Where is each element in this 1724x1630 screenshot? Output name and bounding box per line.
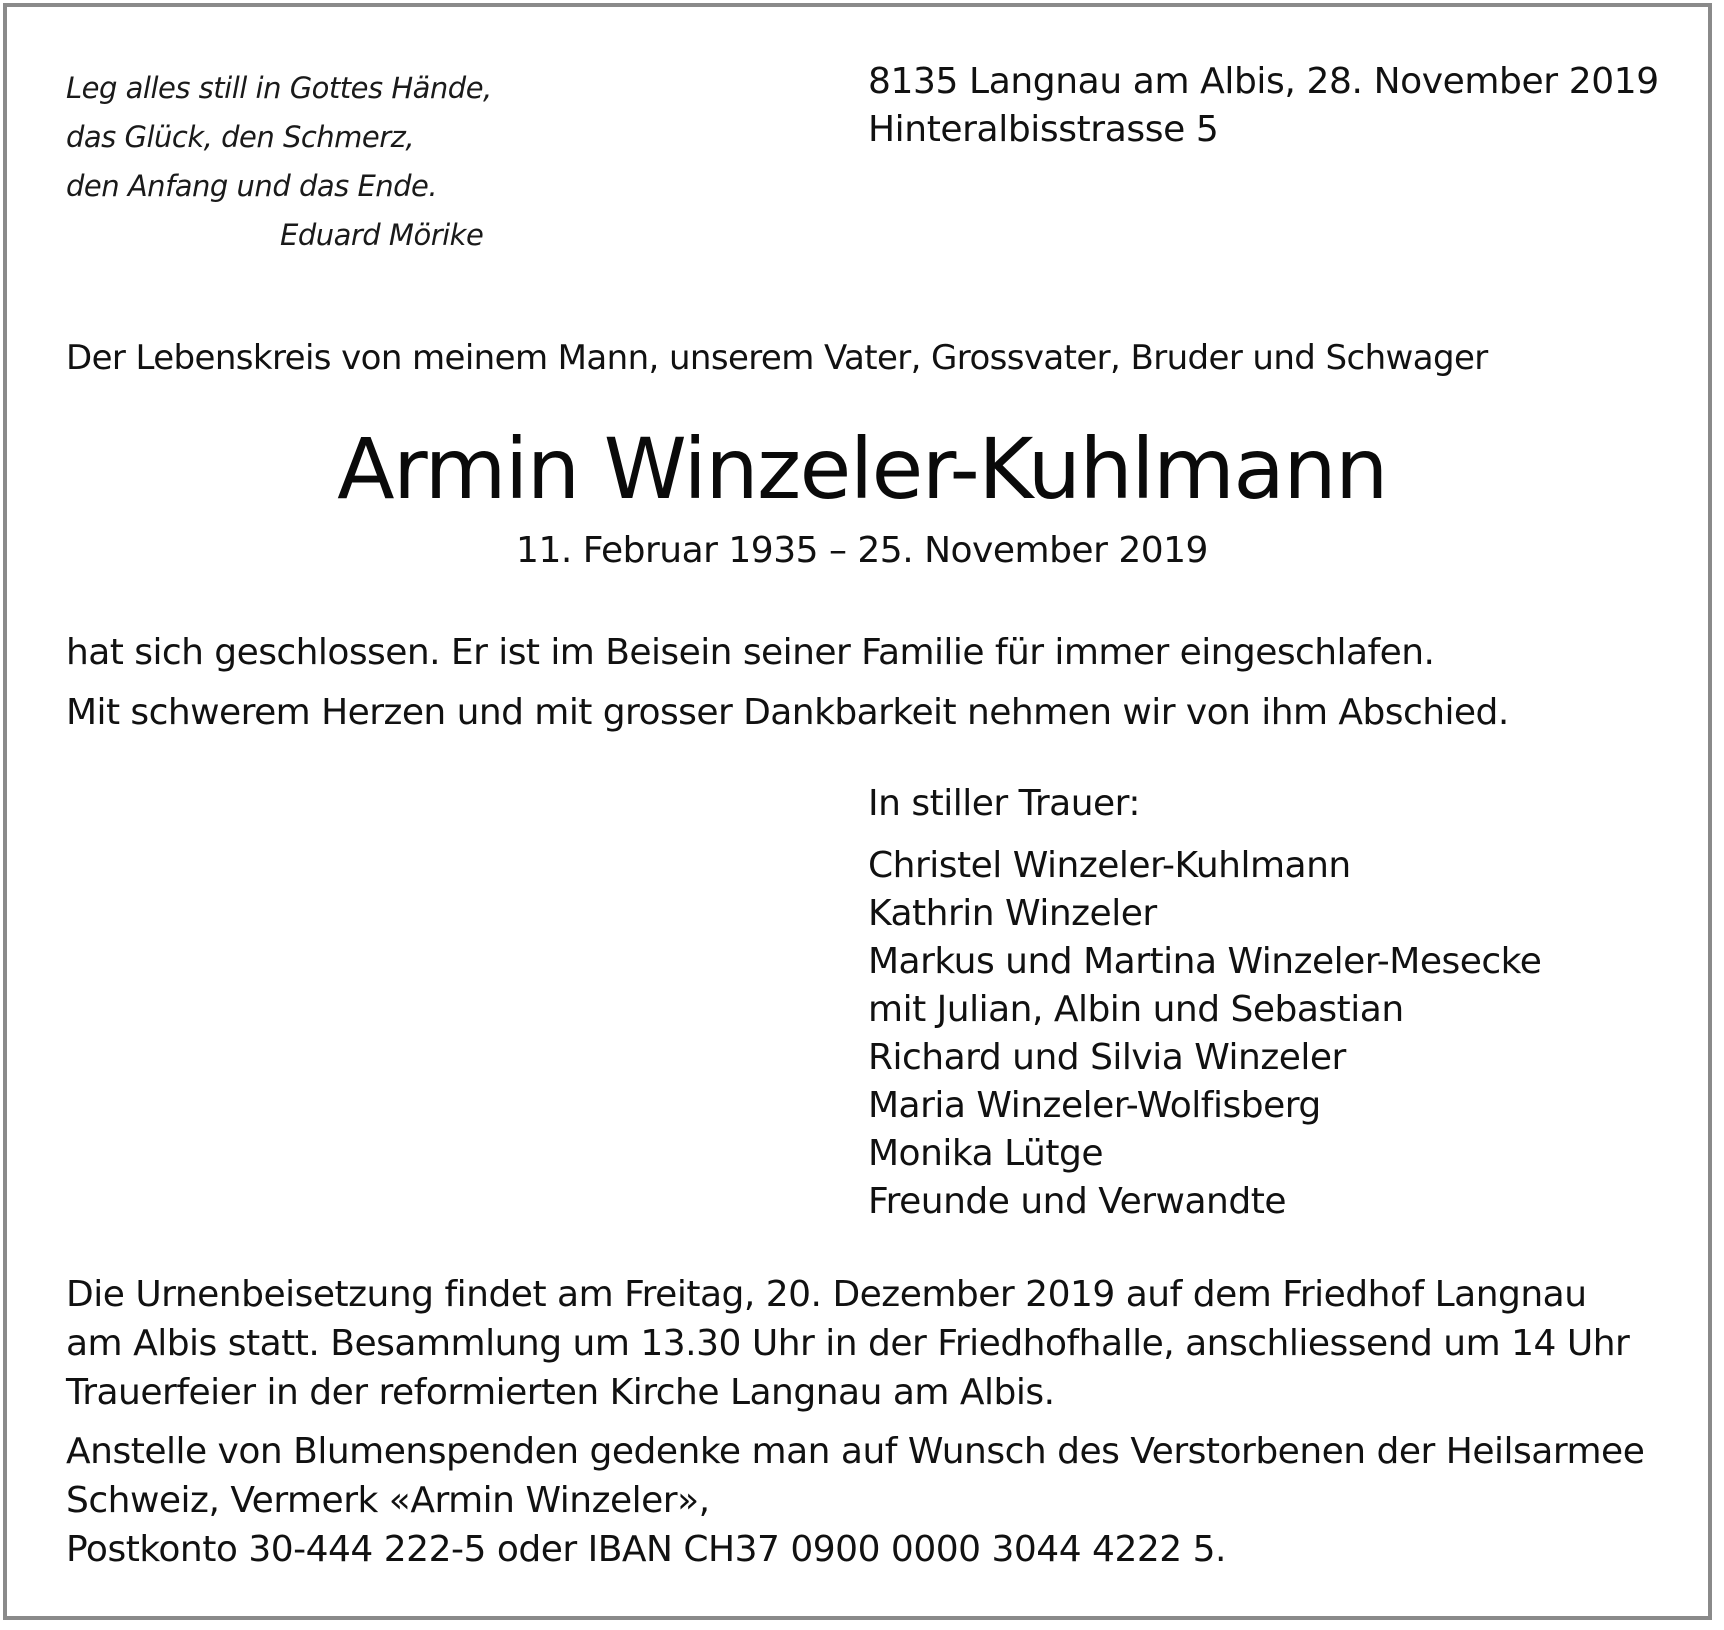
mourners-list xyxy=(868,780,1541,1226)
mourners-heading: In stiller Trauer: xyxy=(868,783,1140,824)
body-line: Mit schwerem Herzen und mit grosser Dankbarkeit nehmen wir von ihm Abschied. xyxy=(66,692,1509,733)
funeral-line: am Albis statt. Besammlung um 13.30 Uhr in der Friedhofhalle, anschliessend um 14 Uhr xyxy=(66,1323,1630,1364)
mourner-name: Freunde und Verwandte xyxy=(868,1181,1286,1222)
address-block xyxy=(868,58,1659,154)
donation-line: Anstelle von Blumenspenden gedenke man auf Wunsch des Verstorbenen der Heilsarmee xyxy=(66,1431,1645,1472)
mourner-name: Markus und Martina Winzeler-Mesecke xyxy=(868,941,1542,982)
donation-line: Postkonto 30-444 222-5 oder IBAN CH37 0900 0000 3044 4222 5. xyxy=(66,1529,1226,1570)
mourner-name: Christel Winzeler-Kuhlmann xyxy=(868,845,1351,886)
body-line: hat sich geschlossen. Er ist im Beisein seiner Familie für immer eingeschlafen. xyxy=(66,632,1435,673)
mourner-name: mit Julian, Albin und Sebastian xyxy=(868,989,1404,1030)
donation-line: Schweiz, Vermerk «Armin Winzeler», xyxy=(66,1480,710,1521)
life-dates: 11. Februar 1935 – 25. November 2019 xyxy=(516,530,1208,571)
funeral-line: Die Urnenbeisetzung findet am Freitag, 20. Dezember 2019 auf dem Friedhof Langnau xyxy=(66,1274,1587,1315)
intro-text: Der Lebenskreis von meinem Mann, unserem Vater, Grossvater, Bruder und Schwager xyxy=(66,338,1488,378)
mourner-name: Maria Winzeler-Wolfisberg xyxy=(868,1085,1321,1126)
funeral-info xyxy=(66,1270,1656,1574)
place-date: 8135 Langnau am Albis, 28. November 2019 xyxy=(868,61,1659,102)
mourner-name: Richard und Silvia Winzeler xyxy=(868,1037,1346,1078)
poem-line: Leg alles still in Gottes Hände, xyxy=(66,71,492,105)
poem-line: den Anfang und das Ende. xyxy=(66,169,438,203)
street-address: Hinteralbisstrasse 5 xyxy=(868,109,1219,150)
deceased-name: Armin Winzeler-Kuhlmann xyxy=(337,420,1387,518)
poem-quote xyxy=(66,64,492,260)
funeral-line: Trauerfeier in der reformierten Kirche Langnau am Albis. xyxy=(66,1372,1055,1413)
poem-line: das Glück, den Schmerz, xyxy=(66,120,415,154)
mourner-name: Kathrin Winzeler xyxy=(868,893,1157,934)
paragraph-gap xyxy=(66,1417,1656,1427)
body-text xyxy=(66,623,1509,743)
poem-author: Eduard Mörike xyxy=(280,218,484,252)
mourner-name: Monika Lütge xyxy=(868,1133,1103,1174)
